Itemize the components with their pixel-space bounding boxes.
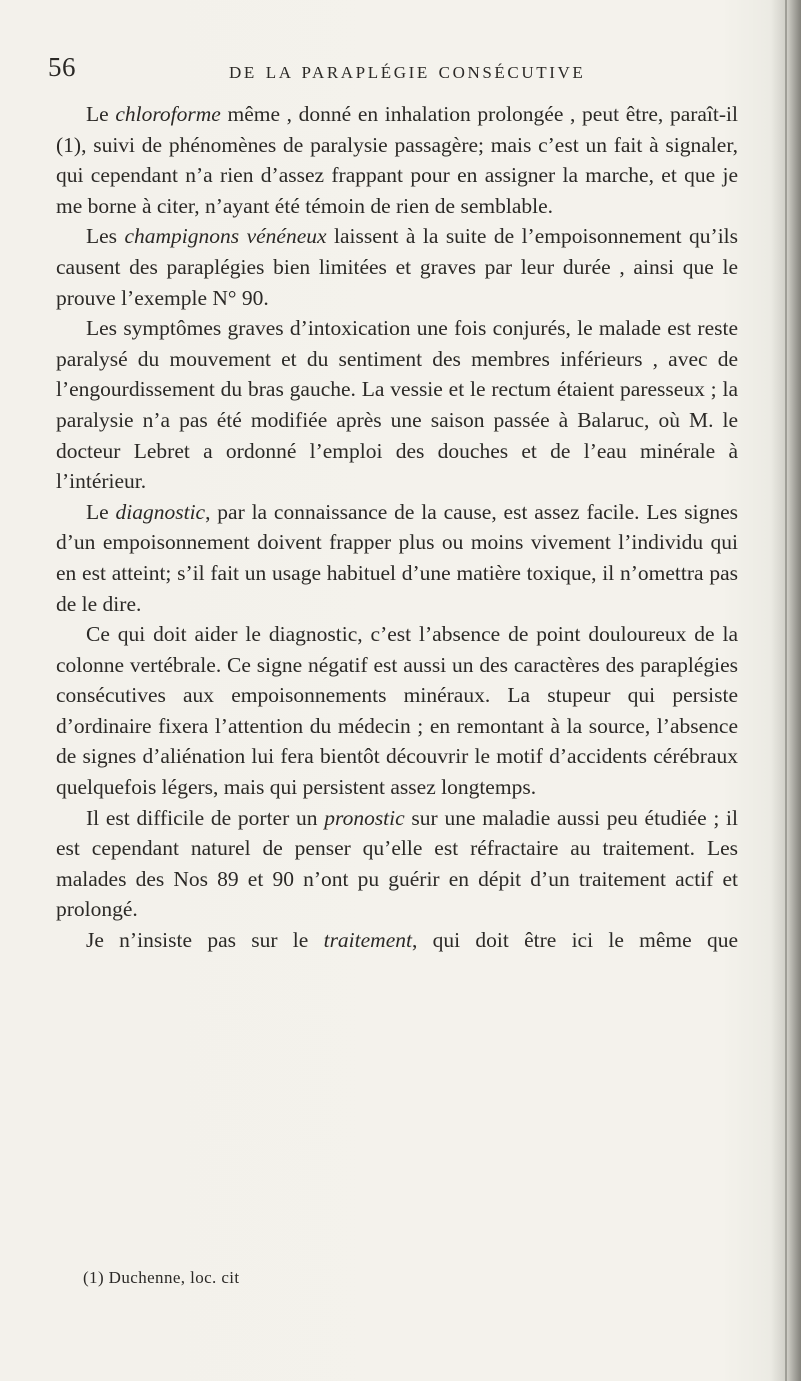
page-number: 56	[48, 52, 76, 82]
running-head: DE LA PARAPLÉGIE CONSÉCUTIVE	[229, 63, 586, 82]
footnote: (1) Duchenne, loc. cit	[83, 1268, 240, 1287]
text-run: laissent à la suite de l’empoisonnement qu’ils causent des paraplégies bien limitées et graves par leur durée , ainsi que le prouve l’exemple N° 90.	[56, 224, 739, 310]
text-run: Je n’insiste pas sur le	[86, 928, 324, 953]
italic-term: diagnostic	[115, 499, 206, 524]
body-text	[56, 99, 738, 956]
paragraph	[56, 313, 738, 497]
page-header	[48, 52, 738, 92]
binding-edge	[785, 0, 787, 1381]
text-run: même , donné en inhalation prolongée , peut être, paraît-il (1), suivi de phénomènes de paralysie passagère; mais c’est un fait à signaler, qui cependant n’a rien d’assez frappant pour en assigner la marche, et que je me borne à citer, n’ayant été témoin de rien de semblable.	[56, 102, 738, 218]
text-run: Le	[86, 499, 116, 524]
paragraph	[56, 497, 738, 619]
paragraph	[56, 221, 738, 313]
paragraph	[56, 803, 738, 925]
text-run: , qui doit être ici le même que	[411, 928, 738, 953]
paragraph	[56, 99, 738, 221]
text-run: Il est difficile de porter un	[86, 805, 325, 830]
italic-term: champignons vénéneux	[124, 224, 327, 249]
italic-term: pronostic	[324, 805, 405, 830]
italic-term: traitement	[323, 928, 412, 953]
italic-term: chloroforme	[115, 102, 221, 126]
paragraph	[56, 925, 738, 956]
text-run: Ce qui doit aider le diagnostic, c’est l’absence de point douloureux de la colonne vertébrale. Ce signe négatif est aussi un des caractères des paraplégies consécutives aux empoisonnements minéraux. La stupeur qui persiste d’ordinaire fixera l’attention du médecin ; en remontant à la source, l’absence de signes d’aliénation lui fera bientôt découvrir le motif d’accidents cérébraux quelquefois légers, mais qui persistent assez longtemps.	[56, 622, 738, 800]
text-run: sur une maladie aussi peu étudiée ; il est cependant naturel de penser qu’elle est réfractaire au traitement. Les malades des Nos 89 et 90 n’ont pu guérir en dépit d’un traitement actif et prolongé.	[56, 805, 739, 922]
text-run: Les symptômes graves d’intoxication une fois conjurés, le malade est reste paralysé du mouvement et du sentiment des membres inférieurs , avec de l’engourdissement du bras gauche. La vessie et le rectum étaient paresseux ; la paralysie n’a pas été modifiée après une saison passée à Balaruc, où M. le docteur Lebret a ordonné l’emploi des douches et de l’eau minérale à l’intérieur.	[56, 316, 738, 494]
text-run: Les	[86, 224, 125, 249]
paragraph	[56, 619, 738, 803]
text-run: , par la connaissance de la cause, est assez facile. Les signes d’un empoisonnement doivent frapper plus ou moins vivement l’individu qui en est atteint; s’il fait un usage habituel d’une matière toxique, il n’omettra pas de le dire.	[56, 499, 738, 616]
text-run: Le	[86, 102, 116, 126]
